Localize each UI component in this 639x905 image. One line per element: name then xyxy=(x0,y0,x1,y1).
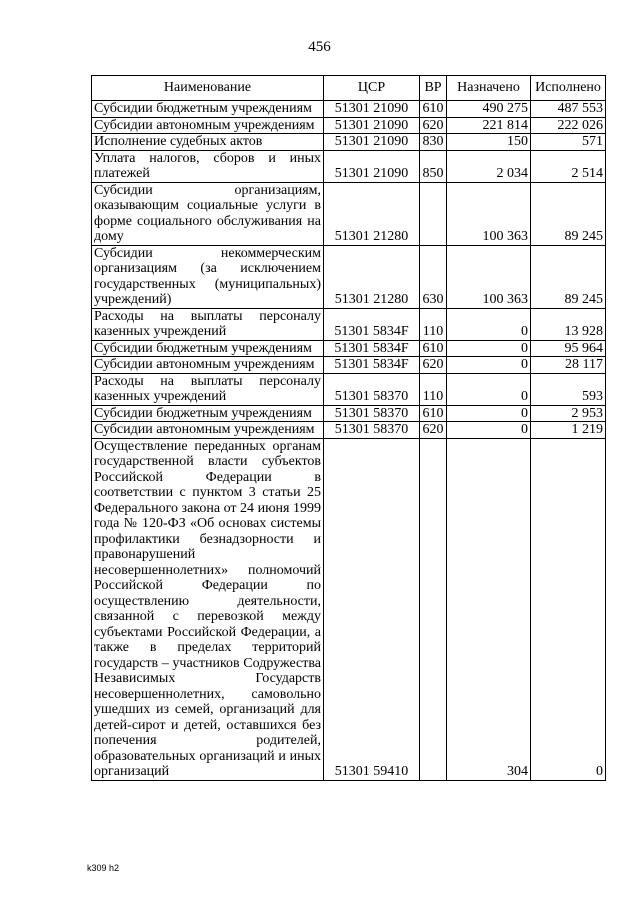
row-vr: 830 xyxy=(420,134,447,151)
header-name: Наименование xyxy=(92,76,324,101)
header-planned: Назначено xyxy=(447,76,531,101)
row-executed: 593 xyxy=(531,373,606,405)
row-executed: 28 117 xyxy=(531,357,606,374)
row-vr xyxy=(420,182,447,245)
row-planned: 221 814 xyxy=(447,117,531,134)
row-executed: 1 219 xyxy=(531,422,606,439)
row-name: Уплата налогов, сборов и иных платежей xyxy=(92,150,324,182)
page-number: 456 xyxy=(308,39,331,55)
row-executed: 487 553 xyxy=(531,101,606,118)
row-name: Субсидии бюджетным учреждениям xyxy=(92,101,324,118)
row-vr: 610 xyxy=(420,101,447,118)
row-executed: 95 964 xyxy=(531,340,606,357)
row-name: Субсидии бюджетным учреждениям xyxy=(92,340,324,357)
row-vr: 620 xyxy=(420,117,447,134)
table-row xyxy=(92,308,606,340)
table-row xyxy=(92,117,606,134)
table-row xyxy=(92,422,606,439)
row-executed: 89 245 xyxy=(531,245,606,308)
row-name: Субсидии автономным учреждениям xyxy=(92,117,324,134)
row-csr: 51301 5834F xyxy=(324,308,420,340)
row-planned: 2 034 xyxy=(447,150,531,182)
table-row xyxy=(92,150,606,182)
row-csr: 51301 21280 xyxy=(324,245,420,308)
row-vr: 630 xyxy=(420,245,447,308)
budget-table xyxy=(91,75,606,781)
row-name: Осуществление переданных органам государственной власти субъектов Российской Федерации в соответствии с пунктом 3 статьи 25 Федерального закона от 24 июня 1999 года № 120-ФЗ «Об основах системы профилактики безнадзорности и правонарушений несовершеннолетних» полномочий Российской Федерации по осуществлению деятельности, связанной с перевозкой между субъектами Российской Федерации, а также в пределах территорий государств – участников Содружества Независимых Государств несовершеннолетних, самовольно ушедших из семей, организаций для детей-сирот и детей, оставшихся без попечения родителей, образовательных организаций и иных организаций xyxy=(92,438,324,780)
row-csr: 51301 58370 xyxy=(324,422,420,439)
header-csr: ЦСР xyxy=(324,76,420,101)
row-executed: 13 928 xyxy=(531,308,606,340)
table-row xyxy=(92,373,606,405)
row-planned: 0 xyxy=(447,357,531,374)
row-vr: 610 xyxy=(420,340,447,357)
table-row xyxy=(92,245,606,308)
row-planned: 0 xyxy=(447,405,531,422)
row-planned: 0 xyxy=(447,308,531,340)
row-csr: 51301 21090 xyxy=(324,150,420,182)
row-name: Расходы на выплаты персоналу казенных учреждений xyxy=(92,308,324,340)
row-planned: 0 xyxy=(447,373,531,405)
row-vr: 850 xyxy=(420,150,447,182)
table-row xyxy=(92,134,606,151)
row-csr: 51301 21280 xyxy=(324,182,420,245)
row-executed: 2 953 xyxy=(531,405,606,422)
table-row xyxy=(92,405,606,422)
header-executed: Исполнено xyxy=(531,76,606,101)
row-executed: 571 xyxy=(531,134,606,151)
table-row xyxy=(92,438,606,780)
row-csr: 51301 58370 xyxy=(324,373,420,405)
row-executed: 222 026 xyxy=(531,117,606,134)
table-row xyxy=(92,340,606,357)
table-row xyxy=(92,357,606,374)
row-name: Исполнение судебных актов xyxy=(92,134,324,151)
row-csr: 51301 21090 xyxy=(324,117,420,134)
row-planned: 0 xyxy=(447,340,531,357)
row-csr: 51301 58370 xyxy=(324,405,420,422)
row-planned: 150 xyxy=(447,134,531,151)
row-name: Субсидии автономным учреждениям xyxy=(92,422,324,439)
row-csr: 51301 59410 xyxy=(324,438,420,780)
row-vr: 620 xyxy=(420,422,447,439)
row-planned: 304 xyxy=(447,438,531,780)
table-row xyxy=(92,101,606,118)
row-name: Субсидии организациям, оказывающим социальные услуги в форме социального обслуживания на дому xyxy=(92,182,324,245)
header-vr: ВР xyxy=(420,76,447,101)
row-name: Субсидии бюджетным учреждениям xyxy=(92,405,324,422)
row-planned: 100 363 xyxy=(447,182,531,245)
row-vr: 110 xyxy=(420,373,447,405)
table-row xyxy=(92,182,606,245)
row-csr: 51301 21090 xyxy=(324,101,420,118)
row-vr xyxy=(420,438,447,780)
row-executed: 0 xyxy=(531,438,606,780)
row-name: Расходы на выплаты персоналу казенных учреждений xyxy=(92,373,324,405)
row-executed: 2 514 xyxy=(531,150,606,182)
row-planned: 0 xyxy=(447,422,531,439)
row-planned: 100 363 xyxy=(447,245,531,308)
row-csr: 51301 5834F xyxy=(324,340,420,357)
row-vr: 620 xyxy=(420,357,447,374)
row-vr: 610 xyxy=(420,405,447,422)
table-header-row xyxy=(92,76,606,101)
row-name: Субсидии некоммерческим организациям (за исключением государственных (муниципальных) учреждений) xyxy=(92,245,324,308)
row-planned: 490 275 xyxy=(447,101,531,118)
row-csr: 51301 21090 xyxy=(324,134,420,151)
footer-code: k309 h2 xyxy=(87,863,120,873)
row-name: Субсидии автономным учреждениям xyxy=(92,357,324,374)
row-csr: 51301 5834F xyxy=(324,357,420,374)
row-executed: 89 245 xyxy=(531,182,606,245)
row-vr: 110 xyxy=(420,308,447,340)
